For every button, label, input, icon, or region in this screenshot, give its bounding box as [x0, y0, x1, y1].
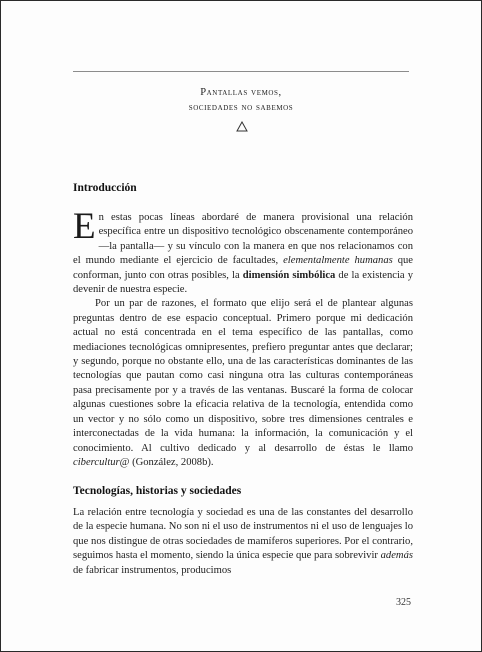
paragraph-1-bold: dimensión simbólica — [242, 269, 336, 281]
section-introduccion-body — [73, 206, 413, 470]
paragraph-3-text-a: La relación entre tecnología y sociedad es una de las constantes del desarrollo de la especie humana. No son ni el uso de instrumentos ni el uso de lenguajes lo que nos distingue de otras sociedades de mamíferos superiores. Por el contrario, seguimos hasta el momento, siendo la única especie que para sobrevivir — [73, 507, 413, 562]
paragraph-2 — [73, 297, 413, 470]
triangle-icon — [236, 121, 248, 132]
chapter-title — [73, 85, 409, 115]
page-number: 325 — [396, 597, 411, 608]
chapter-title-line-1: Pantallas vemos, — [200, 87, 282, 98]
section-heading-introduccion: Introducción — [73, 182, 137, 194]
section-heading-tecnologias: Tecnologías, historias y sociedades — [73, 485, 242, 497]
paragraph-2-text-b: (González, 2008b). — [129, 456, 214, 468]
paragraph-1-text-c: de la existencia y devenir de nuestra especie. — [73, 269, 413, 296]
drop-cap: E — [73, 206, 96, 247]
paragraph-1 — [73, 206, 413, 297]
paragraph-1-italic: elementalmente humanas — [283, 255, 393, 267]
chapter-title-line-2: sociedades no sabemos — [188, 102, 294, 113]
paragraph-2-italic: cibercultur@ — [73, 456, 130, 468]
paragraph-3-italic: además — [380, 550, 413, 562]
paragraph-1-text-a: n estas pocas líneas abordaré de manera provisional una relación específica entre un dispositivo tecnológico obscenamente contemporáneo —la pantalla— y su vínculo con la manera en que nos relacionamos con el mundo mediante el ejercicio de facultades, — [73, 212, 413, 267]
section-tecnologias-body — [73, 506, 413, 578]
paragraph-3-text-b: de fabricar instrumentos, producimos — [73, 564, 232, 576]
paragraph-2-text-a: Por un par de razones, el formato que elijo será el de plantear algunas preguntas dentro de ese espacio conceptual. Primero porque mi dedicación actual no está concentrada en el tema específico de las pantallas, como mediaciones tecnológicas omnipresentes, prefiero preguntar antes que declarar; y segundo, porque no obstante ello, una de las características dominantes de las tecnologías que pautan como casi ninguna otra las culturas contemporáneas pasa precisamente por y a través de las ventanas. Buscaré la forma de colocar algunas cuestiones sobre la eficacia relativa de la tecnología, entendida como un vector y no sólo como un dispositivo, sobre tres dimensiones centrales e interconectadas de la vida humana: la información, la comunicación y el conocimiento. Al cultivo dedicado y al desarrollo de éstas le llamo — [73, 298, 413, 454]
top-rule — [73, 71, 409, 72]
paragraph-1-text-b: que conforman, junto con otras posibles, la — [73, 255, 413, 281]
paragraph-3 — [73, 506, 413, 578]
